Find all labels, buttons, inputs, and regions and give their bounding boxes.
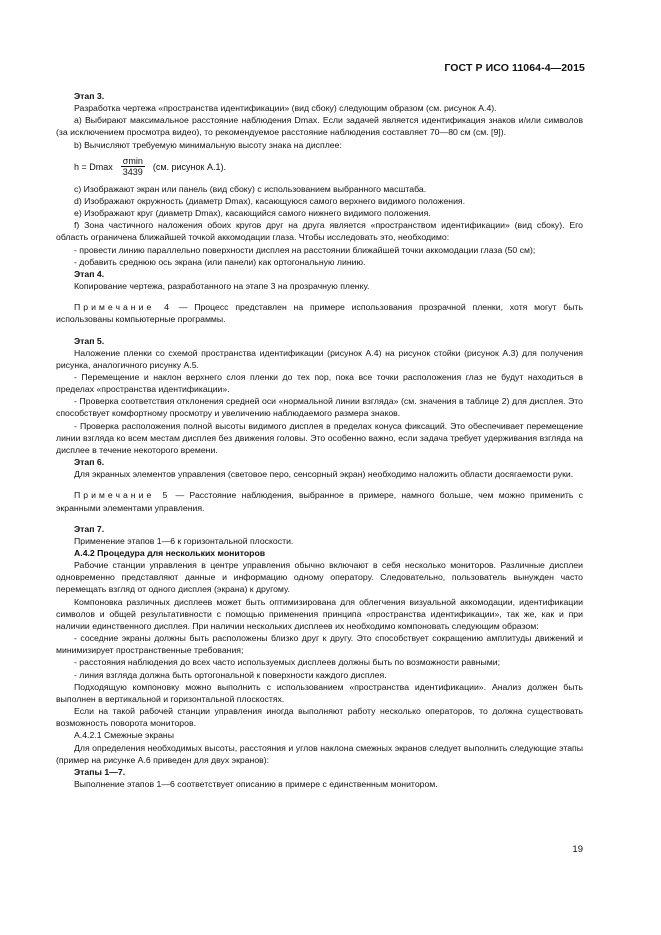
step-7-heading: Этап 7. [74, 523, 105, 534]
note-4 [56, 301, 583, 325]
paragraph: - добавить среднюю ось экрана (или панели) как ортогональную линию. [74, 256, 366, 267]
paragraph: Рабочие станции управления в центре управления обычно включают в себя несколько мониторов. Различные дисплеи одновременно представляют данные и информацию одному оператору. Следовательно, пользователь вынужден часто перемещать взгляд от одного дисплея (экрана) к другому. [56, 560, 583, 595]
paragraph: c) Изображают экран или панель (вид сбоку) с использованием выбранного масштаба. [74, 183, 427, 194]
step-3-heading: Этап 3. [74, 91, 105, 101]
paragraph: - расстояния наблюдения до всех часто используемых дисплеев должны быть по возможности равными; [74, 657, 500, 668]
paragraph: - провести линию параллельно поверхности дисплея на расстоянии ближайшей точки аккомодации глаза (50 см); [74, 244, 536, 255]
formula-ref: (см. рисунок А.1). [152, 161, 226, 172]
paragraph: - Проверка соответствия отклонения средней оси «нормальной линии взгляда» (см. значения в таблице 2) для дисплея. Это способствует комфортному просмотру и увеличению наблюдаемого размера знаков. [56, 396, 583, 419]
page-number: 19 [572, 844, 583, 855]
paragraph: Компоновка различных дисплеев может быть оптимизирована для облегчения визуальной аккомодации, идентификации символов и общей результативности с помощью применения принципа «пространства идентификации», так же, как и при наличии единственного дисплея. При наличии нескольких дисплеев их необходимо компоновать следующим образом: [56, 596, 583, 631]
formula [74, 156, 583, 178]
step-4-heading: Этап 4. [74, 268, 105, 279]
paragraph: - соседние экраны должны быть расположены близко друг к другу. Это способствует сокращению амплитуды движений и минимизирует пространственные требования; [56, 633, 583, 656]
note-5 [56, 489, 583, 513]
paragraph: Копирование чертежа, разработанного на этапе 3 на прозрачную пленку. [74, 281, 370, 292]
formula-denominator: 3439 [122, 166, 143, 177]
step-6-heading: Этап 6. [74, 457, 105, 468]
document-header: ГОСТ Р ИСО 11064-4—2015 [444, 62, 585, 74]
paragraph: Разработка чертежа «пространства идентификации» (вид сбоку) следующим образом (см. рисунок А.4). [74, 103, 497, 114]
paragraph: Для экранных элементов управления (световое перо, сенсорный экран) необходимо наложить области досягаемости руки. [74, 469, 574, 480]
paragraph: Выполнение этапов 1—6 соответствует описанию в примере с единственным монитором. [74, 778, 438, 789]
paragraph: - линия взгляда должна быть ортогональной к поверхности каждого дисплея. [74, 669, 387, 680]
paragraph: - Проверка расположения полной высоты видимого дисплея в пределах конуса фиксаций. Это обеспечивает перемещение линии взгляда ко всем местам дисплея без движения головы. Это особенно важно, если задача требует удерживания взгляда на дисплее в течение некоторого времени. [56, 420, 583, 455]
paragraph: f) Зона частичного наложения обоих кругов друг на друга является «пространством идентификации» (вид сбоку). Его область ограничена ближайшей точкой аккомодации глаза. Чтобы исследовать это, необходимо: [56, 220, 583, 243]
paragraph: a) Выбирают максимальное расстояние наблюдения Dmax. Если задачей является идентификация знаков и/или символов (за исключением просмотра видео), то рекомендуемое расстояние наблюдения составляет 70—80 см (см. [9]). [56, 115, 583, 138]
paragraph: Для определения необходимых высоты, расстояния и углов наклона смежных экранов следует выполнить следующие этапы (пример на рисунке А.6 приведен для двух экранов): [56, 742, 583, 765]
section-heading: А.4.2 Процедура для нескольких мониторов [74, 548, 266, 558]
paragraph: b) Вычисляют требуемую минимальную высоту знака на дисплее: [74, 139, 342, 150]
paragraph: Применение этапов 1—6 к горизонтальной плоскости. [74, 535, 294, 546]
paragraph: Наложение пленки со схемой пространства идентификации (рисунок А.4) на рисунок стойки (рисунок А.3) для получения рисунка, аналогичного рисунку А.5. [56, 347, 583, 370]
formula-lhs: h = Dmax [74, 161, 113, 172]
paragraph: Если на такой рабочей станции управления иногда выполняют работу несколько операторов, то должна существовать возможность поворота мониторов. [56, 706, 583, 729]
formula-fraction [121, 156, 145, 178]
paragraph: - Перемещение и наклон верхнего слоя пленки до тех пор, пока все точки расположения глаз не будут находиться в пределах «пространства идентификации». [56, 371, 583, 395]
paragraph: Подходящую компоновку можно выполнить с использованием «пространства идентификации». Анализ должен быть выполнен в вертикальной и горизонтальной плоскостях. [56, 681, 583, 704]
paragraph: d) Изображают окружность (диаметр Dmax), касающуюся самого верхнего видимого положения. [74, 195, 466, 206]
note-text: — Расстояние наблюдения, выбранное в примере, намного больше, чем можно применить с экранными элементами управления. [56, 490, 583, 513]
formula-numerator: σmin [122, 155, 143, 166]
note-label: Примечание 5 [74, 490, 171, 501]
step-5-heading: Этап 5. [74, 335, 105, 346]
document-body [56, 90, 583, 790]
paragraph: e) Изображают круг (диаметр Dmax), касающийся самого нижнего видимого положения. [74, 208, 431, 219]
note-text: — Процесс представлен на примере использования прозрачной пленки, хотя могут быть использованы компьютерные программы. [56, 302, 583, 325]
note-label: Примечание 4 [74, 302, 172, 313]
subsection-heading: А.4.2.1 Смежные экраны [74, 730, 174, 741]
steps-1-7-heading: Этапы 1—7. [74, 766, 126, 777]
